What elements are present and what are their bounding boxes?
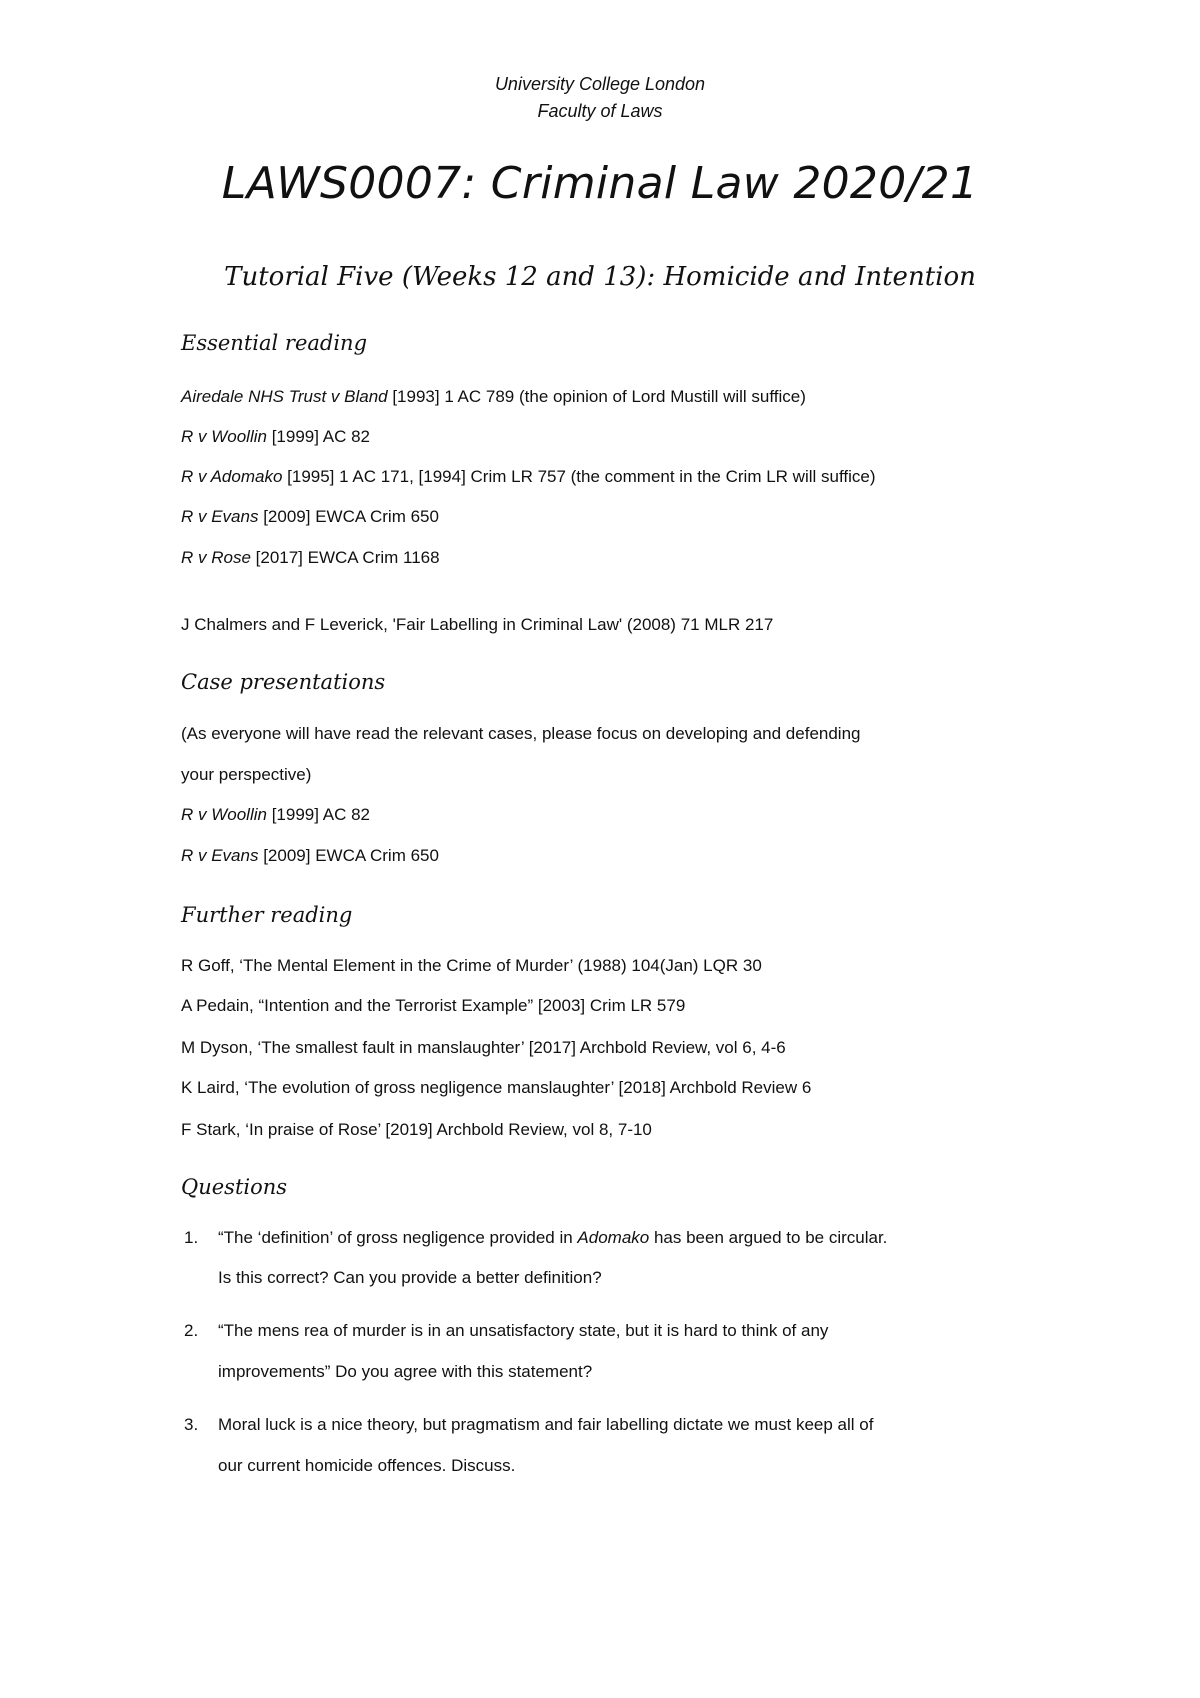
question-number: 3. bbox=[184, 1415, 199, 1434]
presentations-note-line: your perspective) bbox=[181, 765, 312, 784]
case-name: Airedale NHS Trust v Bland bbox=[181, 387, 388, 406]
case-name: Adomako bbox=[577, 1228, 650, 1247]
question-text bbox=[218, 1228, 887, 1248]
case-name: R v Evans bbox=[181, 507, 259, 526]
question-text: Is this correct? Can you provide a better definition? bbox=[218, 1268, 602, 1287]
question-text: “The mens rea of murder is in an unsatisfactory state, but it is hard to think of any bbox=[218, 1321, 829, 1340]
university-name: University College London bbox=[494, 74, 706, 94]
tutorial-title: Tutorial Five (Weeks 12 and 13): Homicide and Intention bbox=[224, 262, 976, 292]
question-number: 1. bbox=[184, 1228, 199, 1247]
question-text: Moral luck is a nice theory, but pragmatism and fair labelling dictate we must keep all of bbox=[218, 1415, 874, 1434]
essential-reading-item bbox=[181, 467, 875, 487]
case-name: R v Rose bbox=[181, 548, 251, 567]
question-number: 2. bbox=[184, 1321, 199, 1340]
essential-reading-item bbox=[181, 507, 439, 527]
further-reading-item: R Goff, ‘The Mental Element in the Crime of Murder’ (1988) 104(Jan) LQR 30 bbox=[181, 956, 762, 975]
citation: [1999] AC 82 bbox=[266, 805, 370, 824]
further-reading-item: M Dyson, ‘The smallest fault in manslaughter’ [2017] Archbold Review, vol 6, 4-6 bbox=[181, 1038, 786, 1057]
citation: [2009] EWCA Crim 650 bbox=[258, 507, 439, 526]
citation: [1993] 1 AC 789 (the opinion of Lord Mustill will suffice) bbox=[387, 387, 806, 406]
further-reading-item: F Stark, ‘In praise of Rose’ [2019] Archbold Review, vol 8, 7-10 bbox=[181, 1120, 652, 1139]
faculty-name: Faculty of Laws bbox=[537, 101, 663, 121]
presentation-case bbox=[181, 846, 439, 866]
further-reading-heading: Further reading bbox=[181, 903, 353, 927]
further-reading-item: A Pedain, “Intention and the Terrorist Example” [2003] Crim LR 579 bbox=[181, 996, 686, 1015]
citation: [1995] 1 AC 171, [1994] Crim LR 757 (the comment in the Crim LR will suffice) bbox=[282, 467, 876, 486]
citation: [2017] EWCA Crim 1168 bbox=[250, 548, 440, 567]
citation: [2009] EWCA Crim 650 bbox=[258, 846, 439, 865]
question-text-part: has been argued to be circular. bbox=[649, 1228, 888, 1247]
case-name: R v Adomako bbox=[181, 467, 283, 486]
further-reading-item: K Laird, ‘The evolution of gross negligence manslaughter’ [2018] Archbold Review 6 bbox=[181, 1078, 812, 1097]
course-title: LAWS0007: Criminal Law 2020/21 bbox=[221, 158, 979, 209]
essential-article: J Chalmers and F Leverick, 'Fair Labelling in Criminal Law' (2008) 71 MLR 217 bbox=[181, 615, 774, 634]
case-name: R v Woollin bbox=[181, 427, 267, 446]
question-text: our current homicide offences. Discuss. bbox=[218, 1456, 516, 1475]
case-name: R v Woollin bbox=[181, 805, 267, 824]
essential-reading-heading: Essential reading bbox=[181, 331, 368, 355]
citation: [1999] AC 82 bbox=[266, 427, 370, 446]
case-presentations-heading: Case presentations bbox=[181, 670, 386, 694]
question-text: improvements” Do you agree with this statement? bbox=[218, 1362, 593, 1381]
presentation-case bbox=[181, 805, 370, 825]
presentations-note-line: (As everyone will have read the relevant cases, please focus on developing and defending bbox=[181, 724, 861, 743]
essential-reading-item bbox=[181, 387, 806, 407]
essential-reading-item bbox=[181, 427, 370, 447]
essential-reading-item bbox=[181, 548, 440, 568]
case-name: R v Evans bbox=[181, 846, 259, 865]
question-text-part: “The ‘definition’ of gross negligence provided in bbox=[218, 1228, 578, 1247]
questions-heading: Questions bbox=[181, 1175, 288, 1199]
